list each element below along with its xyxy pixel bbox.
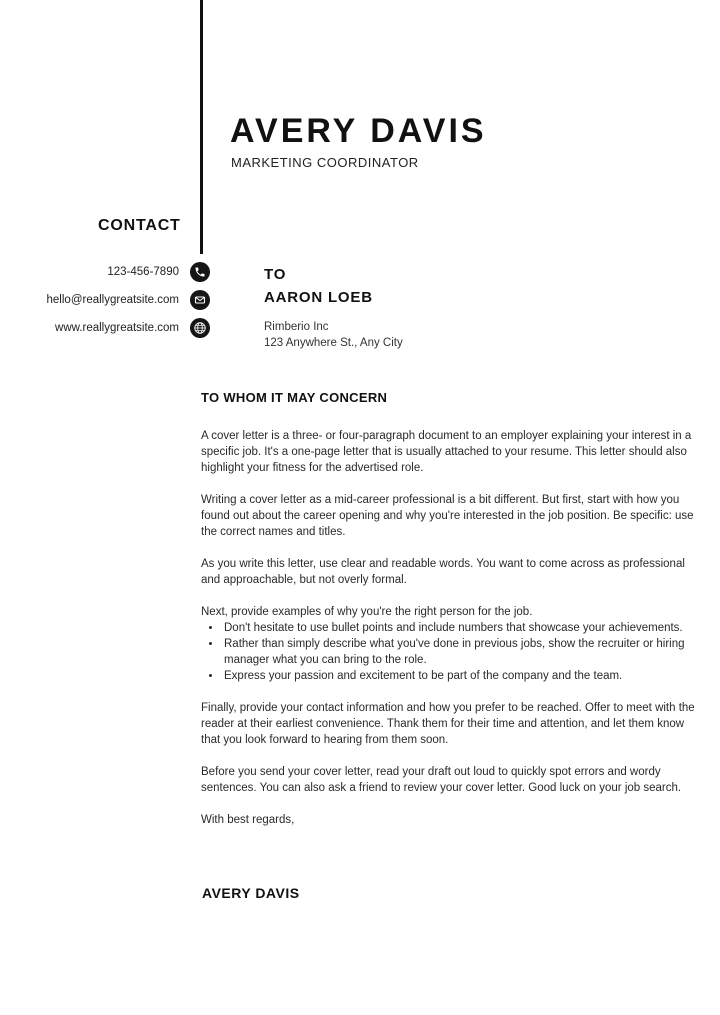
list-item: • Don't hesitate to use bullet points and include numbers that showcase your achievements.: [222, 620, 696, 636]
applicant-job-title: MARKETING COORDINATOR: [231, 155, 419, 170]
vertical-divider-line: [200, 0, 203, 254]
letter-paragraph: Before you send your cover letter, read your draft out loud to quickly spot errors and wordy sentences. You can also ask a friend to review your cover letter. Good luck on your job search.: [201, 766, 682, 794]
letter-paragraph: Next, provide examples of why you're the right person for the job.: [201, 606, 533, 618]
contact-phone-row: [107, 262, 210, 282]
letter-signature: AVERY DAVIS: [202, 885, 300, 901]
phone-icon: [190, 262, 210, 282]
contact-email-row: [47, 290, 210, 310]
letter-paragraph: Writing a cover letter as a mid-career professional is a bit different. But first, start with how you found out about the career opening and why you're interested in the job position. Be specific: use the correct names and titles.: [201, 494, 694, 538]
contact-heading: CONTACT: [98, 217, 181, 234]
letter-paragraph: A cover letter is a three- or four-paragraph document to an employer explaining your interest in a specific job. It's a one-page letter that is usually attached to your resume. This letter should also highlight your fitness for the advertised role.: [201, 430, 692, 474]
contact-phone: 123-456-7890: [107, 266, 179, 278]
envelope-icon: [190, 290, 210, 310]
recipient-name: AARON LOEB: [264, 289, 373, 306]
applicant-name: AVERY DAVIS: [230, 112, 487, 150]
to-label: TO: [264, 266, 287, 283]
contact-email: hello@reallygreatsite.com: [46, 294, 179, 306]
list-item: • Express your passion and excitement to be part of the company and the team.: [222, 668, 696, 684]
globe-icon: [190, 318, 210, 338]
contact-website: www.reallygreatsite.com: [55, 322, 179, 334]
letter-salutation: TO WHOM IT MAY CONCERN: [201, 390, 388, 405]
recipient-address: 123 Anywhere St., Any City: [264, 337, 403, 349]
letter-sign-off: With best regards,: [201, 814, 295, 826]
letter-body: [201, 428, 696, 844]
letter-paragraph: Finally, provide your contact information and how you prefer to be reached. Offer to meet with the reader at their earliest convenience. Thank them for their time and attention, and let them know that you look forward to hearing from them soon.: [201, 702, 695, 746]
list-item: • Rather than simply describe what you've done in previous jobs, show the recruiter or hiring manager what you can bring to the role.: [222, 636, 696, 668]
recipient-company: Rimberio Inc: [264, 321, 329, 333]
letter-bullet-list: [201, 620, 696, 684]
contact-website-row: [55, 318, 210, 338]
letter-paragraph: As you write this letter, use clear and readable words. You want to come across as professional and approachable, but not overly formal.: [201, 558, 685, 586]
recipient-block: [264, 263, 403, 351]
